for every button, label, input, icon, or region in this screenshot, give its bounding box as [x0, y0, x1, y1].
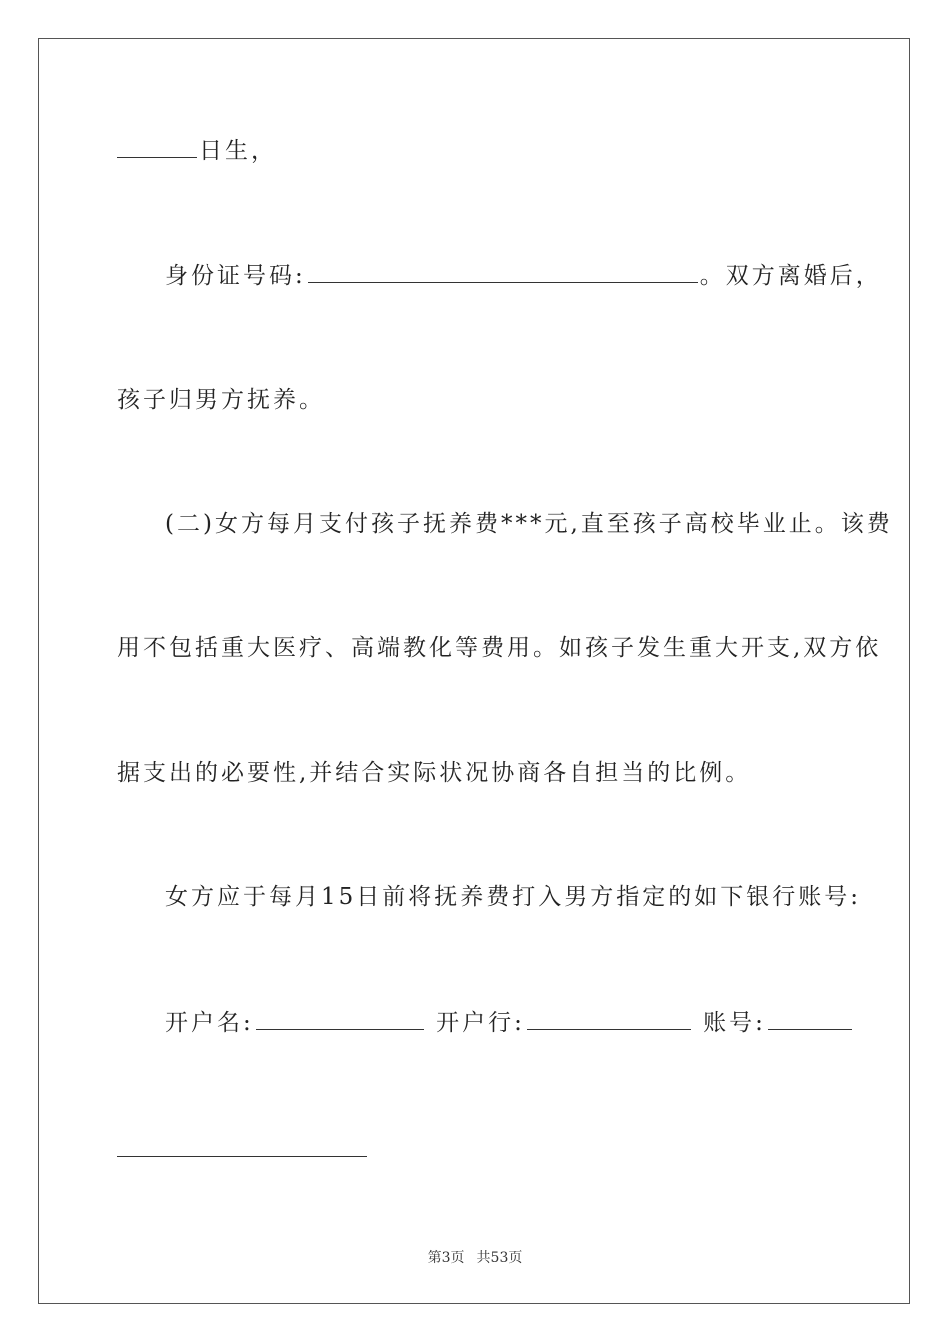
- page-total: 共53页: [476, 1250, 523, 1266]
- support-line-2: [117, 633, 882, 663]
- payment-text: 女方应于每月15日前将抚养费打入男方指定的如下银行账号:: [165, 884, 862, 910]
- birth-date-line: [117, 135, 837, 166]
- support-text-1: (二)女方每月支付孩子抚养费***元,直至孩子高校毕业止。该费: [165, 511, 893, 537]
- support-text-2: 用不包括重大医疗、高端教化等费用。如孩子发生重大开支,双方依: [117, 635, 882, 661]
- id-suffix: 。双方离婚后，: [699, 263, 882, 289]
- account-number-continuation-blank[interactable]: [117, 1156, 367, 1157]
- account-name-blank[interactable]: [256, 1007, 424, 1030]
- account-name-label: 开户名:: [165, 1010, 254, 1036]
- date-blank[interactable]: [117, 135, 197, 158]
- page-footer: [0, 1247, 950, 1267]
- bank-account-line: [117, 1007, 885, 1038]
- bank-blank[interactable]: [527, 1007, 691, 1030]
- id-number-blank[interactable]: [308, 260, 698, 283]
- payment-line: [117, 882, 885, 912]
- bank-label: 开户行:: [436, 1010, 525, 1036]
- page-border: [38, 38, 910, 1304]
- account-number-blank[interactable]: [768, 1007, 852, 1030]
- support-text-3: 据支出的必要性,并结合实际状况协商各自担当的比例。: [117, 760, 752, 786]
- account-number-label: 账号:: [703, 1010, 766, 1036]
- birth-suffix: 日生，: [199, 138, 277, 164]
- support-line-1: [117, 509, 893, 539]
- id-label: 身份证号码:: [165, 263, 306, 289]
- custody-text: 孩子归男方抚养。: [117, 387, 325, 413]
- custody-line: [117, 385, 837, 415]
- support-line-3: [117, 758, 837, 788]
- id-number-line: [117, 260, 885, 291]
- page-number: 第3页: [427, 1250, 465, 1266]
